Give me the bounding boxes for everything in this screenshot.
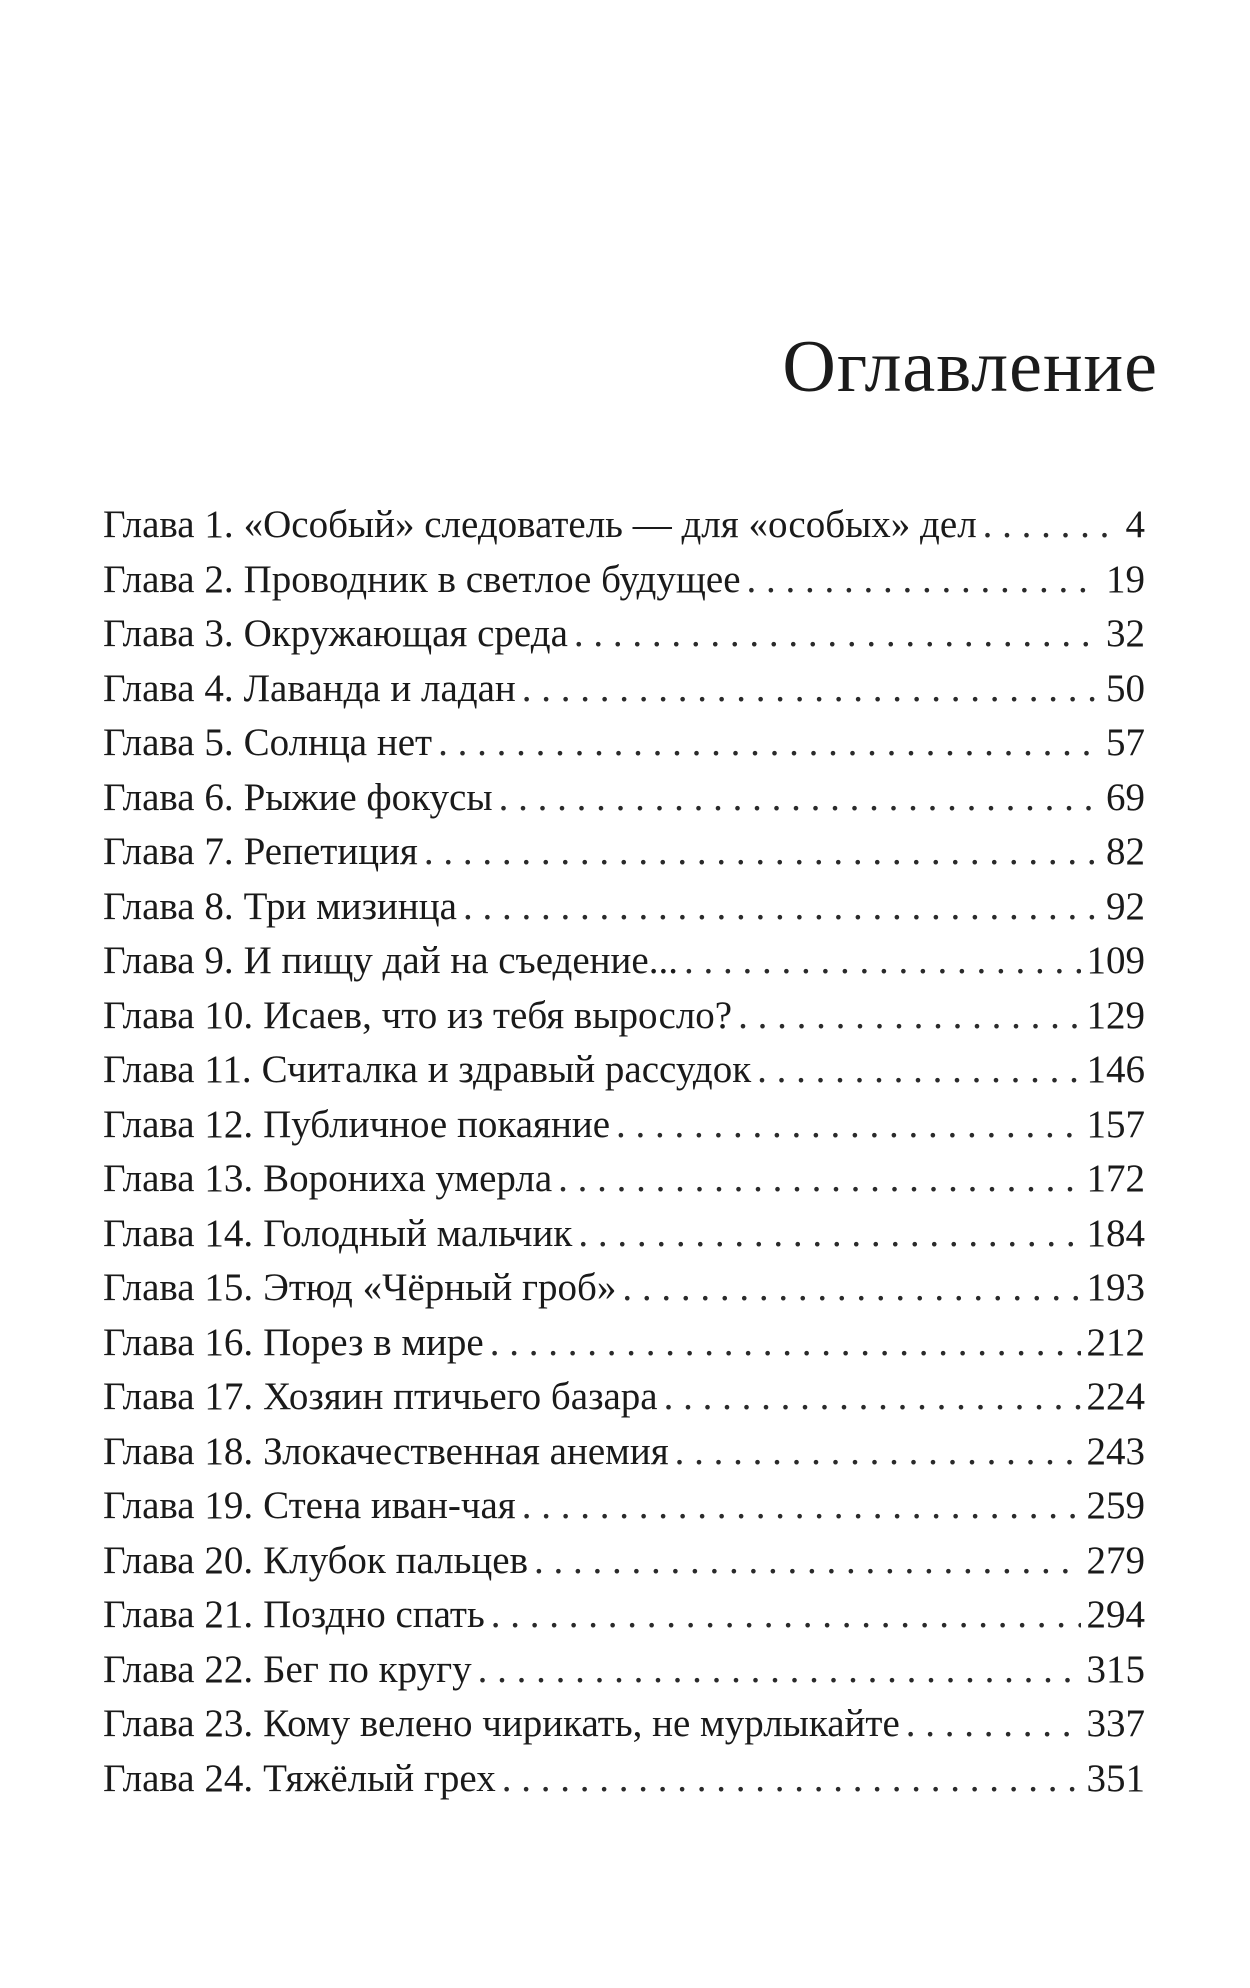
toc-entry — [103, 1588, 1145, 1643]
toc-entry-label — [103, 1370, 658, 1425]
page-number: 224 — [1086, 1375, 1145, 1418]
dot-leader — [424, 825, 1100, 880]
chapter-title: Поздно спать — [263, 1593, 485, 1636]
page-number: 337 — [1086, 1702, 1145, 1745]
chapter-number: Глава 5. — [103, 721, 234, 764]
toc-entry — [103, 607, 1145, 662]
toc-entry — [103, 771, 1145, 826]
page-number: 57 — [1106, 721, 1145, 764]
chapter-number: Глава 1. — [103, 503, 234, 546]
toc-entry-label — [103, 1588, 485, 1643]
page-number: 129 — [1086, 993, 1145, 1037]
chapter-title: И пищу дай на съедение... — [243, 939, 678, 982]
chapter-number: Глава 20. — [103, 1538, 254, 1582]
toc-entry — [103, 1643, 1145, 1698]
page-number: 92 — [1106, 884, 1145, 928]
toc-entry-label — [103, 716, 432, 771]
toc-entry — [103, 1316, 1145, 1371]
chapter-number: Глава 24. — [103, 1756, 254, 1800]
chapter-title: Репетиция — [243, 830, 418, 873]
chapter-number: Глава 2. — [103, 557, 234, 601]
chapter-title: Злокачественная анемия — [263, 1429, 669, 1473]
chapter-number: Глава 11. — [103, 1048, 252, 1091]
toc-entry — [103, 553, 1145, 608]
toc-entry-label — [103, 1534, 528, 1589]
toc-entry-label — [103, 880, 457, 935]
chapter-title: Порез в мире — [263, 1320, 484, 1364]
page-number: 50 — [1106, 666, 1145, 710]
toc-entry-label — [103, 1425, 669, 1480]
page-number: 19 — [1106, 557, 1145, 601]
chapter-title: Исаев, что из тебя выросло? — [263, 993, 733, 1037]
toc-entry — [103, 1370, 1145, 1425]
page-number: 172 — [1086, 1157, 1145, 1200]
dot-leader — [574, 607, 1100, 662]
toc-entry — [103, 1207, 1145, 1262]
chapter-title: Стена иван-чая — [263, 1484, 516, 1527]
toc-entry — [103, 1425, 1145, 1480]
dot-leader — [522, 1479, 1081, 1534]
toc-entry-label — [103, 1316, 484, 1371]
chapter-title: Проводник в светлое будущее — [243, 557, 741, 601]
toc-entry — [103, 1152, 1145, 1207]
toc-entry-label — [103, 934, 678, 989]
toc-entry-label — [103, 1752, 496, 1807]
page-number: 82 — [1106, 830, 1145, 873]
toc-entry-label — [103, 1261, 616, 1316]
toc-entry-label — [103, 1697, 900, 1752]
dot-leader — [499, 771, 1100, 826]
chapter-title: Тяжёлый грех — [263, 1756, 496, 1800]
chapter-number: Глава 17. — [103, 1375, 254, 1418]
page-number: 259 — [1086, 1484, 1145, 1527]
chapter-number: Глава 4. — [103, 666, 234, 710]
toc-entry-label — [103, 1098, 610, 1153]
toc-entry — [103, 1534, 1145, 1589]
chapter-number: Глава 22. — [103, 1647, 254, 1691]
chapter-title: Три мизинца — [243, 884, 457, 928]
page-number: 184 — [1086, 1211, 1145, 1255]
dot-leader — [616, 1098, 1080, 1153]
chapter-number: Глава 7. — [103, 830, 234, 873]
toc-entry-label — [103, 662, 516, 717]
chapter-number: Глава 8. — [103, 884, 234, 928]
toc-entry-label — [103, 1152, 552, 1207]
chapter-title: «Особый» следователь — для «особых» дел — [243, 503, 977, 546]
chapter-number: Глава 9. — [103, 939, 234, 982]
dot-leader — [490, 1316, 1081, 1371]
chapter-title: Публичное покаяние — [263, 1102, 611, 1146]
chapter-number: Глава 23. — [103, 1702, 254, 1745]
dot-leader — [478, 1643, 1081, 1698]
dot-leader — [738, 989, 1080, 1044]
chapter-number: Глава 16. — [103, 1320, 254, 1364]
dot-leader — [664, 1370, 1081, 1425]
toc-entry-label — [103, 607, 568, 662]
chapter-number: Глава 10. — [103, 993, 254, 1037]
dot-leader — [906, 1697, 1081, 1752]
dot-leader — [983, 498, 1120, 553]
toc-entry — [103, 934, 1145, 989]
toc-entry-label — [103, 1643, 472, 1698]
page-number: 69 — [1106, 775, 1145, 819]
chapter-number: Глава 6. — [103, 775, 234, 819]
page-title: Оглавление — [782, 326, 1158, 408]
dot-leader — [757, 1043, 1080, 1098]
dot-leader — [747, 553, 1100, 608]
toc-entry-label — [103, 989, 732, 1044]
toc-entry-label — [103, 1207, 572, 1262]
chapter-number: Глава 13. — [103, 1157, 254, 1200]
toc-entry-label — [103, 1479, 516, 1534]
page-number: 32 — [1106, 612, 1145, 655]
toc-entry — [103, 716, 1145, 771]
dot-leader — [578, 1207, 1080, 1262]
chapter-title: Окружающая среда — [243, 612, 568, 655]
chapter-title: Ворониха умерла — [263, 1157, 553, 1200]
page-number: 294 — [1086, 1593, 1145, 1636]
toc-entry-label — [103, 553, 741, 608]
chapter-title: Хозяин птичьего базара — [263, 1375, 658, 1418]
dot-leader — [622, 1261, 1080, 1316]
dot-leader — [534, 1534, 1081, 1589]
chapter-title: Рыжие фокусы — [243, 775, 493, 819]
dot-leader — [502, 1752, 1081, 1807]
dot-leader — [522, 662, 1100, 717]
chapter-title: Этюд «Чёрный гроб» — [263, 1266, 617, 1309]
toc-entry — [103, 825, 1145, 880]
chapter-title: Кому велено чирикать, не мурлыкайте — [263, 1702, 900, 1745]
page-number: 351 — [1086, 1756, 1145, 1800]
chapter-number: Глава 14. — [103, 1211, 254, 1255]
dot-leader — [675, 1425, 1081, 1480]
page-number: 243 — [1086, 1429, 1145, 1473]
page-number: 157 — [1086, 1102, 1145, 1146]
toc-entry — [103, 498, 1145, 553]
toc-entry — [103, 1098, 1145, 1153]
page-number: 109 — [1086, 939, 1145, 982]
toc-entry-label — [103, 1043, 751, 1098]
toc-entry-label — [103, 825, 418, 880]
page-number: 212 — [1086, 1320, 1145, 1364]
toc-entry-label — [103, 771, 493, 826]
toc-entry — [103, 1479, 1145, 1534]
chapter-number: Глава 19. — [103, 1484, 254, 1527]
page-number: 315 — [1086, 1647, 1145, 1691]
chapter-number: Глава 12. — [103, 1102, 254, 1146]
dot-leader — [438, 716, 1100, 771]
chapter-title: Голодный мальчик — [263, 1211, 573, 1255]
dot-leader — [491, 1588, 1081, 1643]
toc-entry — [103, 1261, 1145, 1316]
toc-entry — [103, 880, 1145, 935]
page-number: 193 — [1086, 1266, 1145, 1309]
chapter-title: Лаванда и ладан — [243, 666, 516, 710]
toc-entry — [103, 1043, 1145, 1098]
chapter-number: Глава 18. — [103, 1429, 254, 1473]
dot-leader — [558, 1152, 1080, 1207]
chapter-title: Считалка и здравый рассудок — [261, 1048, 752, 1091]
page-number: 4 — [1125, 503, 1145, 546]
dot-leader — [684, 934, 1081, 989]
toc-entry — [103, 662, 1145, 717]
table-of-contents — [103, 498, 1145, 1806]
chapter-title: Клубок пальцев — [263, 1538, 528, 1582]
toc-entry — [103, 1697, 1145, 1752]
chapter-number: Глава 21. — [103, 1593, 254, 1636]
toc-entry — [103, 989, 1145, 1044]
toc-entry-label — [103, 498, 977, 553]
chapter-title: Бег по кругу — [263, 1647, 472, 1691]
chapter-title: Солнца нет — [243, 721, 433, 764]
chapter-number: Глава 3. — [103, 612, 234, 655]
page-number: 146 — [1086, 1048, 1145, 1091]
page-number: 279 — [1086, 1538, 1145, 1582]
dot-leader — [463, 880, 1100, 935]
toc-entry — [103, 1752, 1145, 1807]
chapter-number: Глава 15. — [103, 1266, 254, 1309]
